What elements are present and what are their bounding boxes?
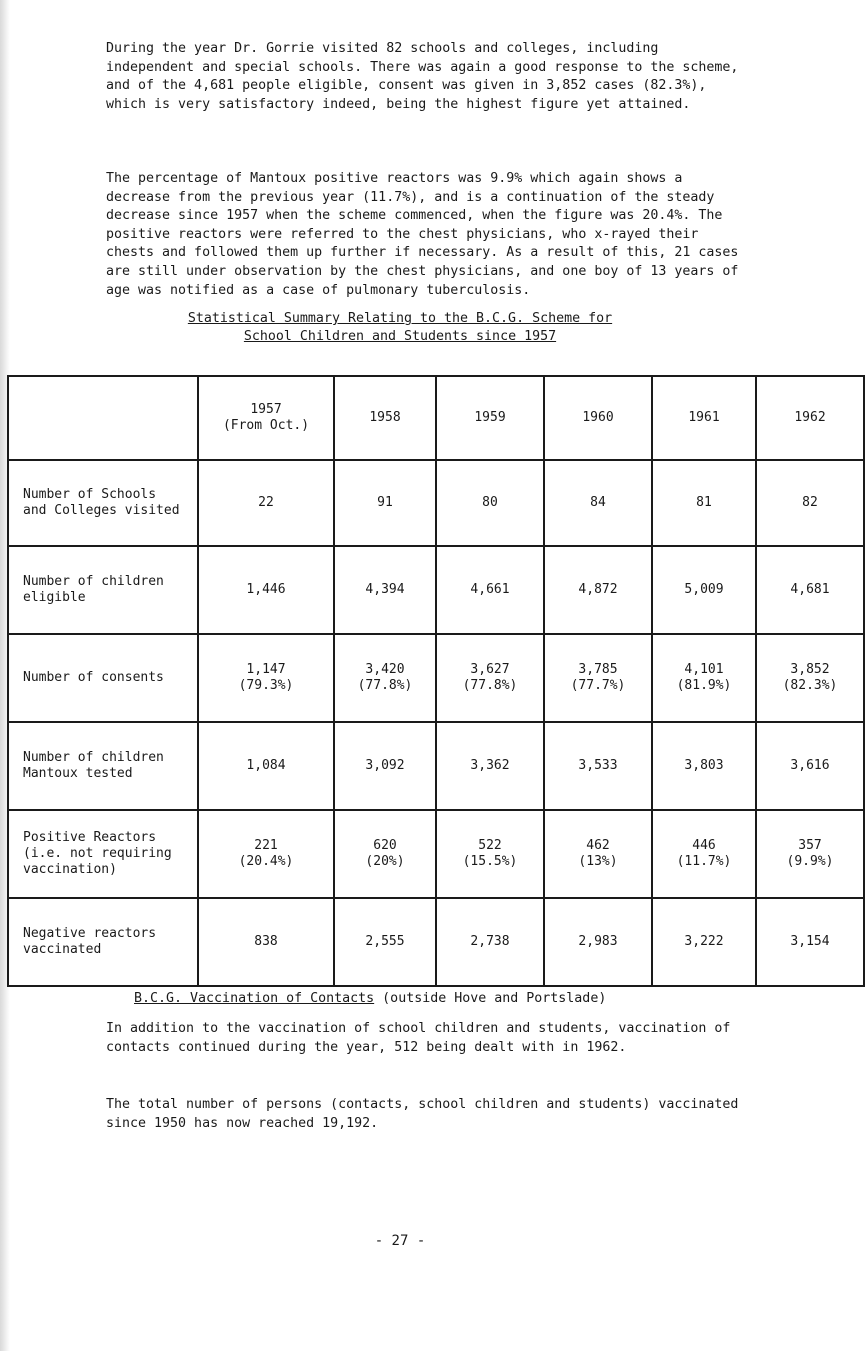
- page-number: - 27 -: [374, 1233, 426, 1249]
- table-cell: 2,983: [544, 898, 652, 986]
- table-cell: 3,785 (77.7%): [544, 634, 652, 722]
- table-cell: 4,872: [544, 546, 652, 634]
- table-cell: 462 (13%): [544, 810, 652, 898]
- row-label: Negative reactors vaccinated: [8, 898, 198, 986]
- table-cell: 522 (15.5%): [436, 810, 544, 898]
- table-row-schools-visited: [8, 460, 864, 546]
- table-cell: 1,446: [198, 546, 334, 634]
- header-year-1957: 1957 (From Oct.): [198, 376, 334, 460]
- table-cell: 3,616: [756, 722, 864, 810]
- header-year-1958: 1958: [334, 376, 436, 460]
- header-year-1961: 1961: [652, 376, 756, 460]
- table-title-line-2: School Children and Students since 1957: [243, 329, 557, 344]
- table-cell: 221 (20.4%): [198, 810, 334, 898]
- table-cell: 3,154: [756, 898, 864, 986]
- table-cell: 4,661: [436, 546, 544, 634]
- contacts-paragraph-2: The total number of persons (contacts, school children and students) vaccinated since 1950 has now reached 19,192.: [106, 1097, 739, 1131]
- table-row-mantoux-tested: [8, 722, 864, 810]
- contacts-heading: [134, 990, 606, 1008]
- table-cell: 82: [756, 460, 864, 546]
- table-cell: 3,420 (77.8%): [334, 634, 436, 722]
- bcg-statistics-table: [7, 375, 865, 987]
- table-cell: 22: [198, 460, 334, 546]
- table-cell: 3,803: [652, 722, 756, 810]
- contacts-heading-underlined: B.C.G. Vaccination of Contacts: [134, 991, 375, 1006]
- table-cell: 80: [436, 460, 544, 546]
- contacts-paragraph-1: In addition to the vaccination of school children and students, vaccination of contacts continued during the year, 512 being dealt with in 1962.: [106, 1021, 731, 1055]
- table-cell: 2,555: [334, 898, 436, 986]
- table-cell: 5,009: [652, 546, 756, 634]
- table-cell: 357 (9.9%): [756, 810, 864, 898]
- table-cell: 620 (20%): [334, 810, 436, 898]
- table-cell: 3,362: [436, 722, 544, 810]
- intro-paragraph-2: The percentage of Mantoux positive reactors was 9.9% which again shows a decrease from the previous year (11.7%), and is a continuation of the steady decrease since 1957 when the scheme commenced, when the figure was 20.4%. The positive reactors were referred to the chest physicians, who x-rayed their chests and followed them up further if necessary. As a result of this, 21 cases are still under observation by the chest physicians, and one boy of 13 years of age was notified as a case of pulmonary tuberculosis.: [106, 171, 739, 298]
- table-row-negative-reactors: [8, 898, 864, 986]
- header-year-1960: 1960: [544, 376, 652, 460]
- table-cell: 446 (11.7%): [652, 810, 756, 898]
- table-cell: 91: [334, 460, 436, 546]
- table-cell: 1,084: [198, 722, 334, 810]
- table-cell: 1,147 (79.3%): [198, 634, 334, 722]
- row-label: Number of consents: [8, 634, 198, 722]
- table-header-row: [8, 376, 864, 460]
- header-year-1962: 1962: [756, 376, 864, 460]
- table-row-consents: [8, 634, 864, 722]
- table-cell: 3,627 (77.8%): [436, 634, 544, 722]
- table-cell: 4,681: [756, 546, 864, 634]
- table-row-positive-reactors: [8, 810, 864, 898]
- table-cell: 4,101 (81.9%): [652, 634, 756, 722]
- table-cell: 84: [544, 460, 652, 546]
- intro-paragraph-1: During the year Dr. Gorrie visited 82 schools and colleges, including independent and special schools. There was again a good response to the scheme, and of the 4,681 people eligible, consent was given in 3,852 cases (82.3%), which is very satisfactory indeed, being the highest figure yet attained.: [106, 41, 739, 112]
- table-cell: 3,852 (82.3%): [756, 634, 864, 722]
- table-cell: 4,394: [334, 546, 436, 634]
- table-cell: 2,738: [436, 898, 544, 986]
- header-corner-cell: [8, 376, 198, 460]
- table-cell: 3,533: [544, 722, 652, 810]
- table-cell: 838: [198, 898, 334, 986]
- table-cell: 81: [652, 460, 756, 546]
- row-label: Number of children eligible: [8, 546, 198, 634]
- contacts-heading-rest: (outside Hove and Portslade): [374, 991, 607, 1006]
- table-row-children-eligible: [8, 546, 864, 634]
- row-label: Positive Reactors (i.e. not requiring vaccination): [8, 810, 198, 898]
- row-label: Number of Schools and Colleges visited: [8, 460, 198, 546]
- table-cell: 3,092: [334, 722, 436, 810]
- row-label: Number of children Mantoux tested: [8, 722, 198, 810]
- table-cell: 3,222: [652, 898, 756, 986]
- table-title-line-1: Statistical Summary Relating to the B.C.G. Scheme for: [187, 311, 613, 326]
- header-year-1959: 1959: [436, 376, 544, 460]
